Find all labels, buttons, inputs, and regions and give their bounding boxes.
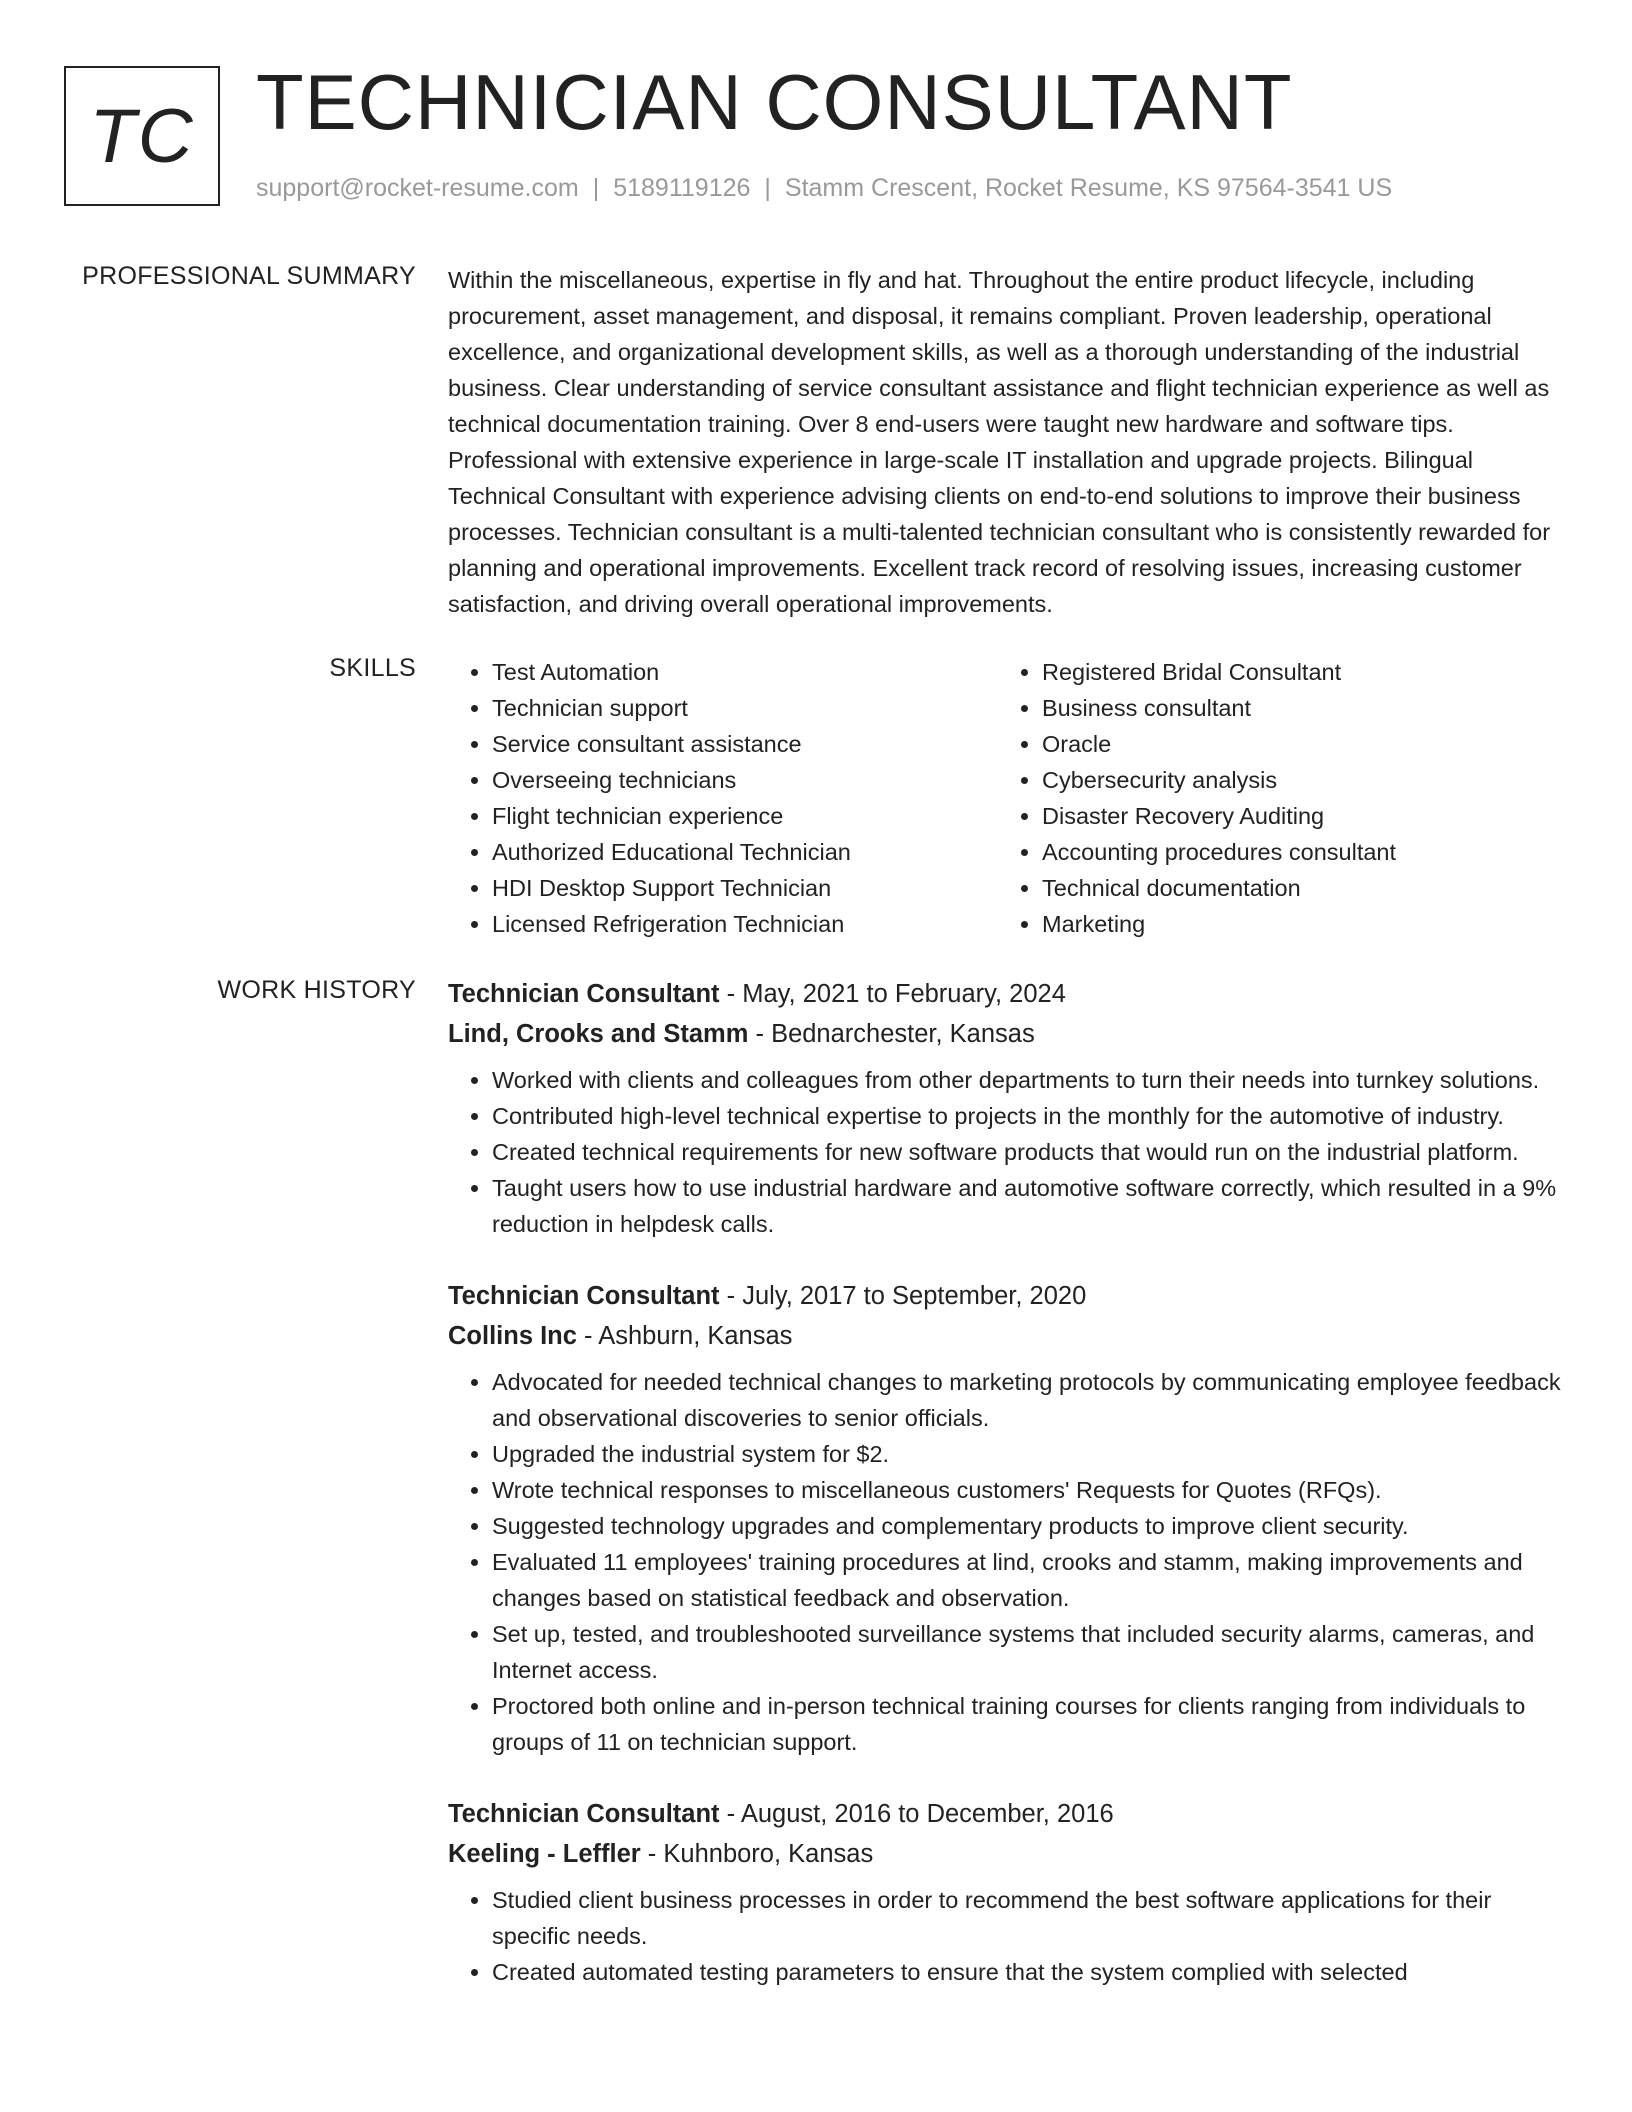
job-bullet: • Advocated for needed technical changes to marketing protocols by communicating employee feedback and observational discoveries to senior officials. — [492, 1364, 1570, 1436]
job-location: Bednarchester, Kansas — [771, 1020, 1035, 1048]
job-entry — [448, 1276, 1570, 1760]
contact-separator: | — [764, 174, 771, 202]
dash: - — [647, 1840, 657, 1868]
job-location: Ashburn, Kansas — [598, 1322, 793, 1350]
skill-item: • Disaster Recovery Auditing — [1042, 798, 1548, 834]
skill-item: • Test Automation — [492, 654, 998, 690]
skill-item: • HDI Desktop Support Technician — [492, 870, 998, 906]
section-label-skills: SKILLS — [329, 654, 416, 682]
contact-separator: | — [592, 174, 600, 202]
skill-item: • Technical documentation — [1042, 870, 1548, 906]
skill-item: • Licensed Refrigeration Technician — [492, 906, 998, 942]
job-entry — [448, 974, 1570, 1242]
job-bullet: • Proctored both online and in-person technical training courses for clients ranging from individuals to groups of 11 on technician support. — [492, 1688, 1570, 1760]
resume-header — [64, 58, 1564, 226]
job-bullet: • Suggested technology upgrades and complementary products to improve client security. — [492, 1508, 1570, 1544]
job-bullet: • Taught users how to use industrial hardware and automotive software correctly, which resulted in a 9% reduction in helpdesk calls. — [492, 1170, 1570, 1242]
job-company-line — [448, 1014, 1570, 1054]
dash: - — [755, 1020, 764, 1048]
skill-item: • Service consultant assistance — [492, 726, 998, 762]
skill-item: • Accounting procedures consultant — [1042, 834, 1548, 870]
job-title-line — [448, 974, 1570, 1014]
skill-item: • Business consultant — [1042, 690, 1548, 726]
job-entry — [448, 1794, 1570, 1990]
jobs-list — [448, 974, 1570, 2024]
job-bullet: • Set up, tested, and troubleshooted surveillance systems that included security alarms, cameras, and Internet access. — [492, 1616, 1570, 1688]
summary-text: Within the miscellaneous, expertise in fly and hat. Throughout the entire product lifecycle, including procurement, asset management, and disposal, it remains compliant. Proven leadership, operational excellence, and organizational development skills, as well as a thorough understanding of the industrial business. Clear understanding of service consultant assistance and flight technician experience as well as technical documentation training. Over 8 end-users were taught new hardware and software tips. Professional with extensive experience in large-scale IT installation and upgrade projects. Bilingual Technical Consultant with experience advising clients on end-to-end solutions to improve their business processes. Technician consultant is a multi-talented technician consultant who is consistently rewarded for planning and operational improvements. Excellent track record of resolving issues, increasing customer satisfaction, and driving overall operational improvements. — [448, 267, 1551, 617]
job-bullet: • Created technical requirements for new software products that would run on the industrial platform. — [492, 1134, 1570, 1170]
contact-phone: 5189119126 — [613, 174, 751, 202]
job-title-line — [448, 1276, 1570, 1316]
job-company: Lind, Crooks and Stamm — [448, 1020, 749, 1048]
dash: - — [726, 1282, 736, 1310]
skill-item: • Overseeing technicians — [492, 762, 998, 798]
job-company-line — [448, 1316, 1570, 1356]
dash: - — [726, 980, 736, 1008]
job-dates: August, 2016 to December, 2016 — [740, 1800, 1114, 1828]
job-bullet: • Upgraded the industrial system for $2. — [492, 1436, 1570, 1472]
job-bullet: • Studied client business processes in order to recommend the best software applications for their specific needs. — [492, 1882, 1570, 1954]
skill-item: • Cybersecurity analysis — [1042, 762, 1548, 798]
job-company: Keeling - Leffler — [448, 1840, 641, 1868]
skill-item: • Authorized Educational Technician — [492, 834, 998, 870]
job-title: Technician Consultant — [448, 1800, 720, 1828]
skill-item: • Registered Bridal Consultant — [1042, 654, 1548, 690]
job-title-line — [448, 1794, 1570, 1834]
job-title: Technician Consultant — [448, 980, 720, 1008]
dash: - — [726, 1800, 736, 1828]
skill-item: • Marketing — [1042, 906, 1548, 942]
job-location: Kuhnboro, Kansas — [663, 1840, 874, 1868]
contact-line — [256, 174, 1392, 203]
job-bullet: • Contributed high-level technical expertise to projects in the monthly for the automotive of industry. — [492, 1098, 1570, 1134]
skill-item: • Flight technician experience — [492, 798, 998, 834]
job-dates: July, 2017 to September, 2020 — [742, 1282, 1087, 1310]
monogram-logo: TC — [64, 66, 220, 206]
contact-email: support@rocket-resume.com — [256, 174, 579, 202]
job-company-line — [448, 1834, 1570, 1874]
job-dates: May, 2021 to February, 2024 — [742, 980, 1066, 1008]
job-bullets — [448, 1364, 1570, 1760]
contact-address: Stamm Crescent, Rocket Resume, KS 97564-3541 US — [784, 174, 1393, 202]
job-title: Technician Consultant — [448, 1282, 720, 1310]
candidate-name: TECHNICIAN CONSULTANT — [256, 58, 1293, 146]
section-label-summary: PROFESSIONAL SUMMARY — [82, 262, 416, 290]
skills-grid — [448, 654, 1570, 942]
job-bullets — [448, 1062, 1570, 1242]
skills-list-left — [448, 654, 998, 942]
job-bullet: • Worked with clients and colleagues from other departments to turn their needs into turnkey solutions. — [492, 1062, 1570, 1098]
job-bullet: • Evaluated 11 employees' training procedures at lind, crooks and stamm, making improvements and changes based on statistical feedback and observation. — [492, 1544, 1570, 1616]
job-company: Collins Inc — [448, 1322, 577, 1350]
skills-list-right — [998, 654, 1548, 942]
job-bullet: • Wrote technical responses to miscellaneous customers' Requests for Quotes (RFQs). — [492, 1472, 1570, 1508]
skill-item: • Oracle — [1042, 726, 1548, 762]
dash: - — [584, 1322, 593, 1350]
skill-item: • Technician support — [492, 690, 998, 726]
job-bullets — [448, 1882, 1570, 1990]
job-bullet: • Created automated testing parameters to ensure that the system complied with selected — [492, 1954, 1570, 1990]
section-label-work: WORK HISTORY — [217, 976, 416, 1004]
